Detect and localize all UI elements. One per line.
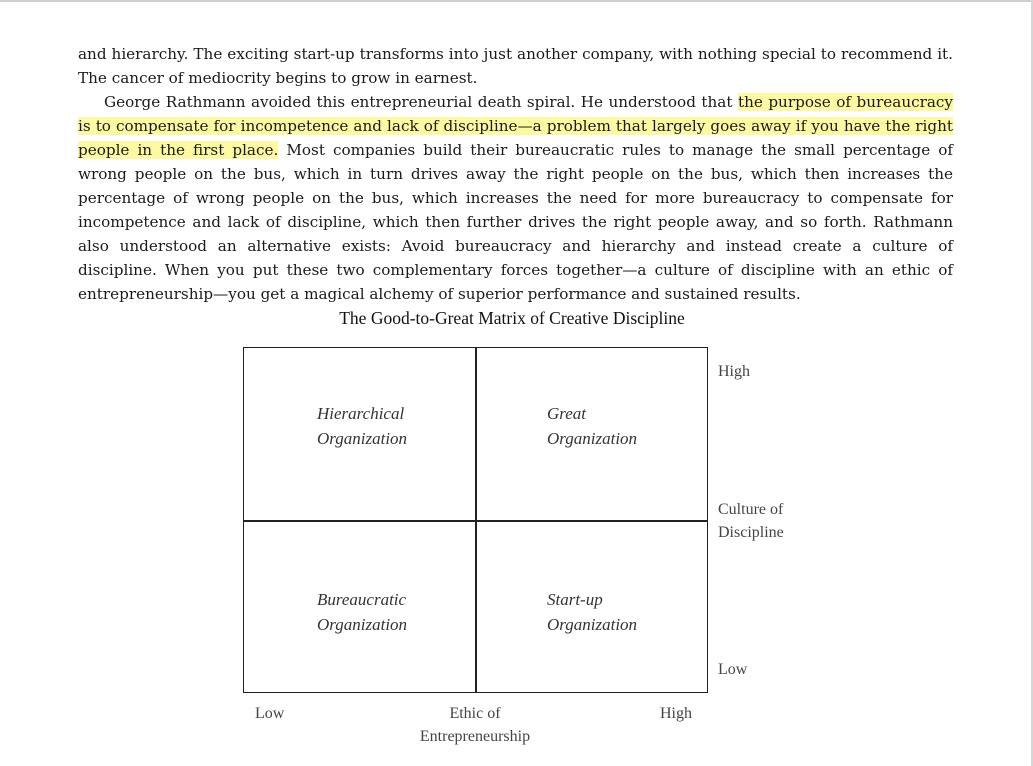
paragraph-2-intro: George Rathmann avoided this entrepreneurial death spiral. He understood that (104, 93, 738, 111)
quadrant-bureaucratic (317, 587, 407, 637)
y-axis-title-line-2: Discipline (718, 524, 784, 541)
paragraph-2 (78, 90, 953, 306)
quadrant-label-line-1: Great (547, 404, 587, 423)
quadrant-hierarchical (317, 401, 407, 451)
y-axis-high-label: High (718, 363, 750, 380)
quadrant-label-line-2: Organization (547, 615, 638, 634)
quadrant-great (547, 401, 637, 451)
quadrant-label-line-1: Start-up (547, 590, 603, 609)
quadrant-label-line-2: Organization (317, 429, 408, 448)
quadrant-label-line-2: Organization (547, 429, 638, 448)
matrix-title: The Good-to-Great Matrix of Creative Discipline (339, 308, 685, 328)
matrix-grid (243, 347, 708, 693)
quadrant-label-line-1: Hierarchical (317, 404, 405, 423)
y-axis-low-label: Low (718, 661, 748, 678)
x-axis-low-label: Low (255, 705, 285, 722)
quadrant-label-line-1: Bureaucratic (317, 590, 407, 609)
matrix-horizontal-divider (244, 520, 707, 522)
quadrant-label-line-2: Organization (317, 615, 408, 634)
quadrant-startup (547, 587, 637, 637)
body-text (78, 42, 953, 306)
paragraph-2-rest: Most companies build their bureaucratic rules to manage the small percentage of wrong people on the bus, which in turn drives away the right people on the bus, which then increases the percentage of wrong people on the bus, which increases the need for more bureaucracy to compensate for incompetence and lack of discipline, which then further drives the right people away, and so forth. Rathmann also understood an alternative exists: Avoid bureaucracy and hierarchy and instead create a culture of discipline. When you put these two complementary forces together—a culture of discipline with an ethic of entrepreneurship—you get a magical alchemy of superior performance and sustained results. (78, 141, 953, 303)
y-axis-title (718, 498, 784, 544)
y-axis-title-line-1: Culture of (718, 501, 784, 518)
x-axis-title-line-1: Ethic of (449, 705, 501, 722)
x-axis-title (395, 702, 555, 748)
x-axis-title-line-2: Entrepreneurship (419, 728, 531, 745)
x-axis-high-label: High (660, 705, 692, 722)
page-top-border (0, 0, 1033, 2)
paragraph-1: and hierarchy. The exciting start-up transforms into just another company, with nothing special to recommend it. The cancer of mediocrity begins to grow in earnest. (78, 45, 953, 87)
highlighted-passage[interactable]: the purpose of bureaucracy is to compensate for incompetence and lack of discipline—a problem that largely goes away if you have the right people in the first place. (78, 93, 954, 159)
